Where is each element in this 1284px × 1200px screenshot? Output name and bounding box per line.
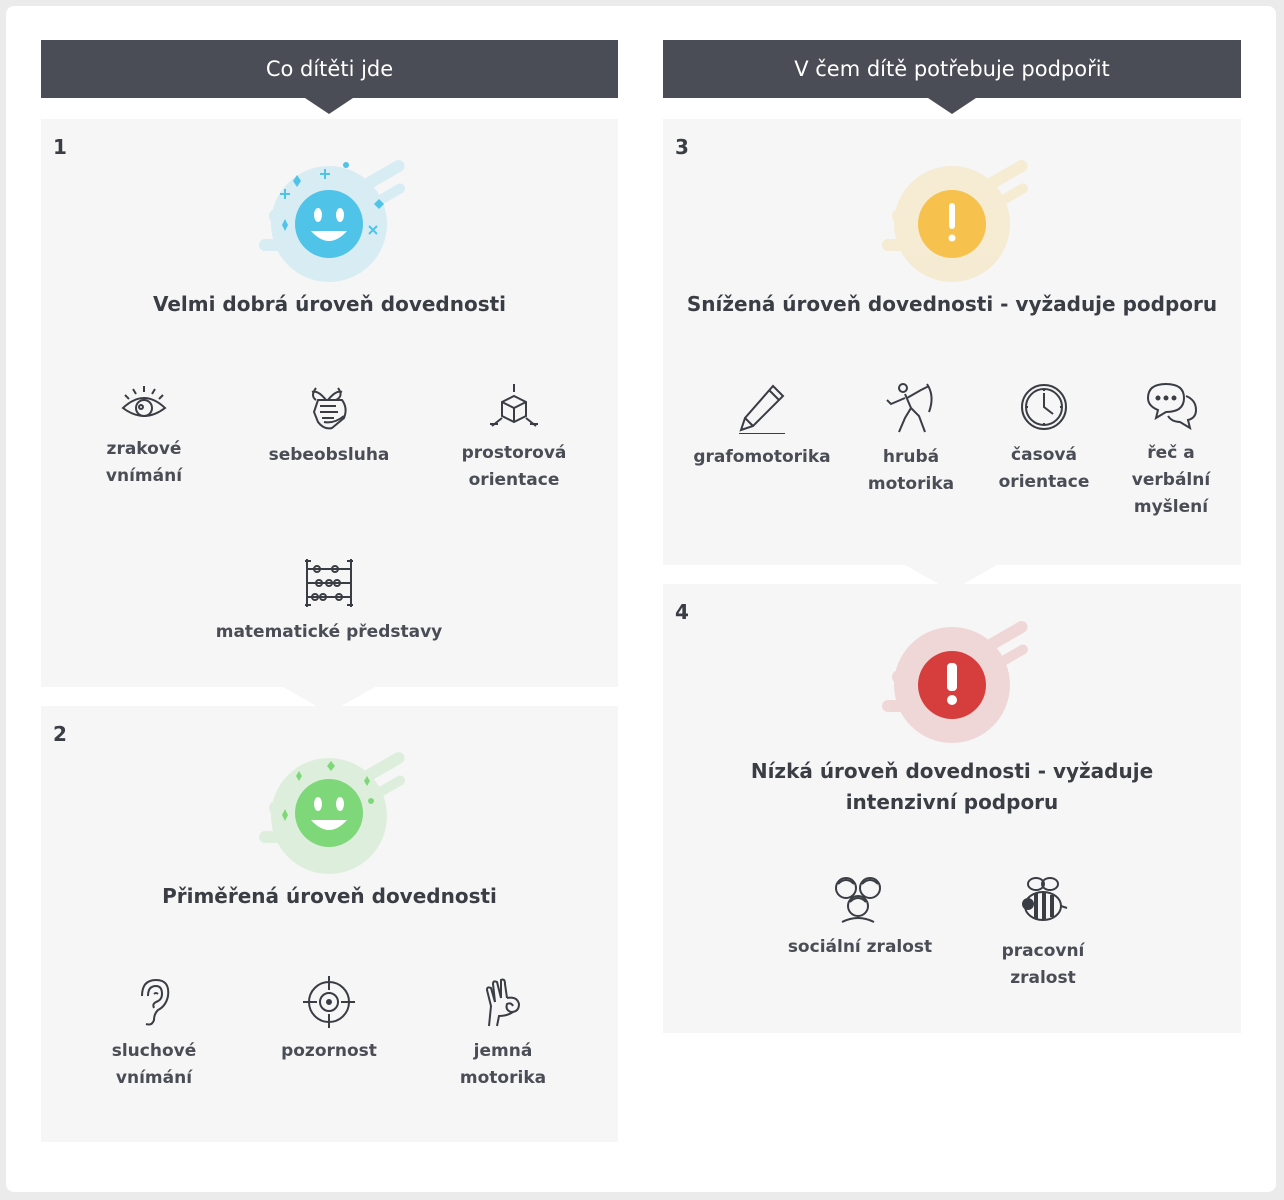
level-title: Nízká úroveň dovednosti - vyžaduje intenzivní podporu [750,759,1154,814]
skill-item [69,382,219,490]
level-number: 1 [53,135,67,159]
level-panel-3 [663,119,1241,565]
right-column-header [663,40,1241,98]
speech-bubbles-icon [1144,382,1198,430]
skill-label: zrakové vnímání [105,439,183,486]
level-panel-4 [663,584,1241,1033]
left-header-notch [305,98,353,114]
running-figure-icon [885,382,937,434]
skill-label: grafomotorika [693,447,831,467]
level-title: Velmi dobrá úroveň dovednosti [152,292,507,316]
skill-label: jemná motorika [459,1041,547,1088]
hand-ok-icon [483,976,523,1028]
level-number: 2 [53,722,67,746]
skill-label: sluchové vnímání [111,1041,197,1088]
skill-item [785,874,935,961]
level-number: 3 [675,135,689,159]
level-panel-2 [41,706,618,1142]
skill-item [179,557,479,646]
skill-label: sebeobsluha [268,445,390,465]
clock-icon [1019,382,1069,432]
eye-icon [119,382,169,426]
skill-label: řeč a verbální myšlení [1131,443,1211,517]
page-frame [6,6,1276,1192]
abacus-icon [303,557,355,609]
left-column-header [41,40,618,98]
right-header-notch [928,98,976,114]
level-panel-1 [41,119,618,687]
level-title: Přiměřená úroveň dovednosti [162,884,497,908]
skill-item [687,382,837,471]
skill-item [254,976,404,1065]
pencil-icon [737,382,787,434]
skill-item [254,382,404,469]
skill-label: časová orientace [998,445,1090,492]
skill-item [428,976,578,1092]
people-icon [832,874,888,924]
level-number: 4 [675,600,689,624]
exclamation-icon [872,610,1032,745]
cube-icon [488,382,540,430]
skill-item [79,976,229,1092]
right-column-header-text: V čem dítě potřebuje podpořit [794,57,1110,81]
skill-item [439,382,589,494]
skill-label: sociální zralost [787,937,933,957]
skill-label: matematické představy [215,622,443,642]
target-icon [303,976,355,1028]
skill-item [1096,382,1246,521]
skill-label: pozornost [281,1041,377,1061]
skill-item [968,874,1118,992]
left-column-header-text: Co dítěti jde [265,57,394,81]
ear-icon [134,976,174,1028]
exclamation-icon [872,149,1032,284]
bee-icon [1018,874,1068,928]
level-title: Snížená úroveň dovednosti - vyžaduje podporu [686,292,1218,316]
skill-label: hrubá motorika [867,447,955,494]
skill-item [836,382,986,498]
smiley-face-icon [249,741,409,876]
skill-label: pracovní zralost [1001,941,1085,988]
smiley-face-icon [249,149,409,284]
skill-label: prostorová orientace [461,443,567,490]
shoe-icon [304,382,354,432]
